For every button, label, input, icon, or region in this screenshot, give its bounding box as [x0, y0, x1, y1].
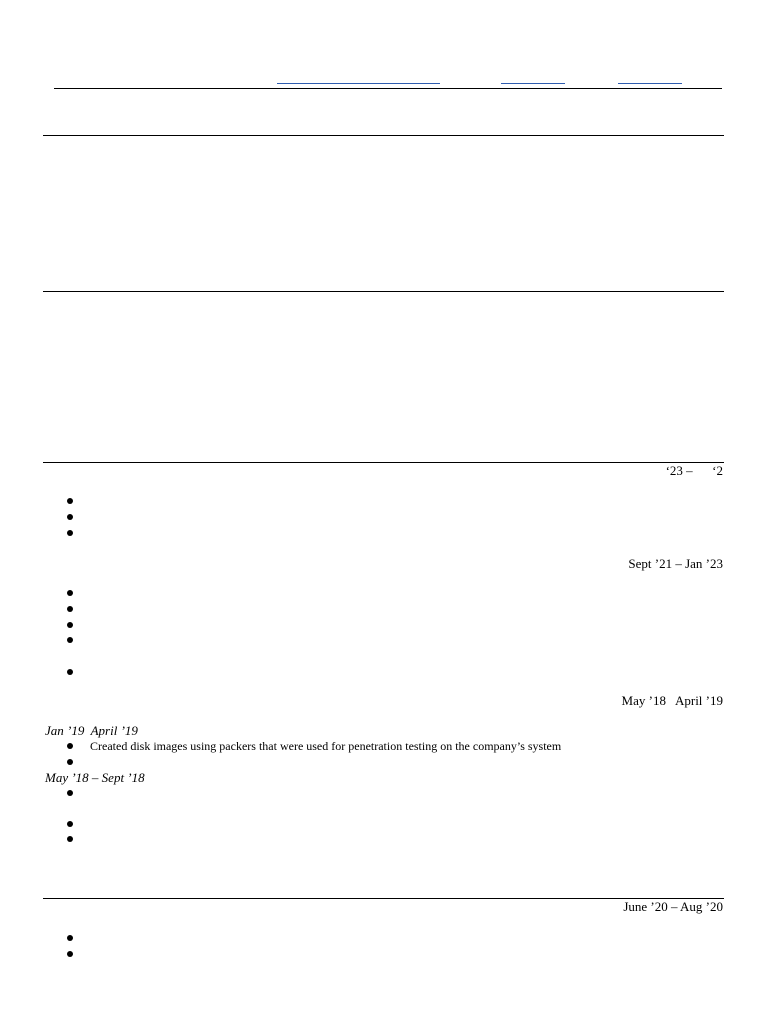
job2-bullet-4	[67, 637, 73, 643]
job3-dates: May ’18 April ’19	[621, 693, 723, 708]
job3-sub2-bullet-3	[67, 836, 73, 842]
job1-bullet-1	[67, 498, 73, 504]
job3-sub1-bullet-1	[67, 743, 73, 749]
other-job1-dates: June ’20 – Aug ’20	[623, 899, 723, 914]
job2-bullet-2	[67, 606, 73, 612]
job3-sub1-dates: Jan ’19 April ’19	[45, 723, 138, 738]
contact-link-github[interactable]	[618, 83, 682, 84]
job1-bullet-2	[67, 514, 73, 520]
job3-sub2-dates: May ’18 – Sept ’18	[45, 770, 145, 785]
job2-bullet-1	[67, 590, 73, 596]
contact-link-email[interactable]	[277, 83, 440, 84]
job3-sub2-bullet-1	[67, 790, 73, 796]
section-rule-2	[43, 291, 724, 292]
header-rule	[54, 88, 722, 89]
job2-bullet-3	[67, 622, 73, 628]
job2-bullet-5	[67, 669, 73, 675]
job1-dates: ‘23 – ‘2	[665, 463, 723, 478]
contact-link-linkedin[interactable]	[501, 83, 565, 84]
job2-dates: Sept ’21 – Jan ’23	[628, 556, 723, 571]
job1-bullet-3	[67, 530, 73, 536]
section-rule-1	[43, 135, 724, 136]
other-job1-bullet-2	[67, 951, 73, 957]
section-rule-other	[43, 898, 724, 899]
job3-sub1-bullet-2	[67, 759, 73, 765]
other-job1-bullet-1	[67, 935, 73, 941]
job3-sub1-bullet-1-text: Created disk images using packers that were used for penetration testing on the company’s system	[90, 739, 562, 753]
job3-sub2-bullet-2	[67, 821, 73, 827]
section-rule-experience	[43, 462, 724, 463]
